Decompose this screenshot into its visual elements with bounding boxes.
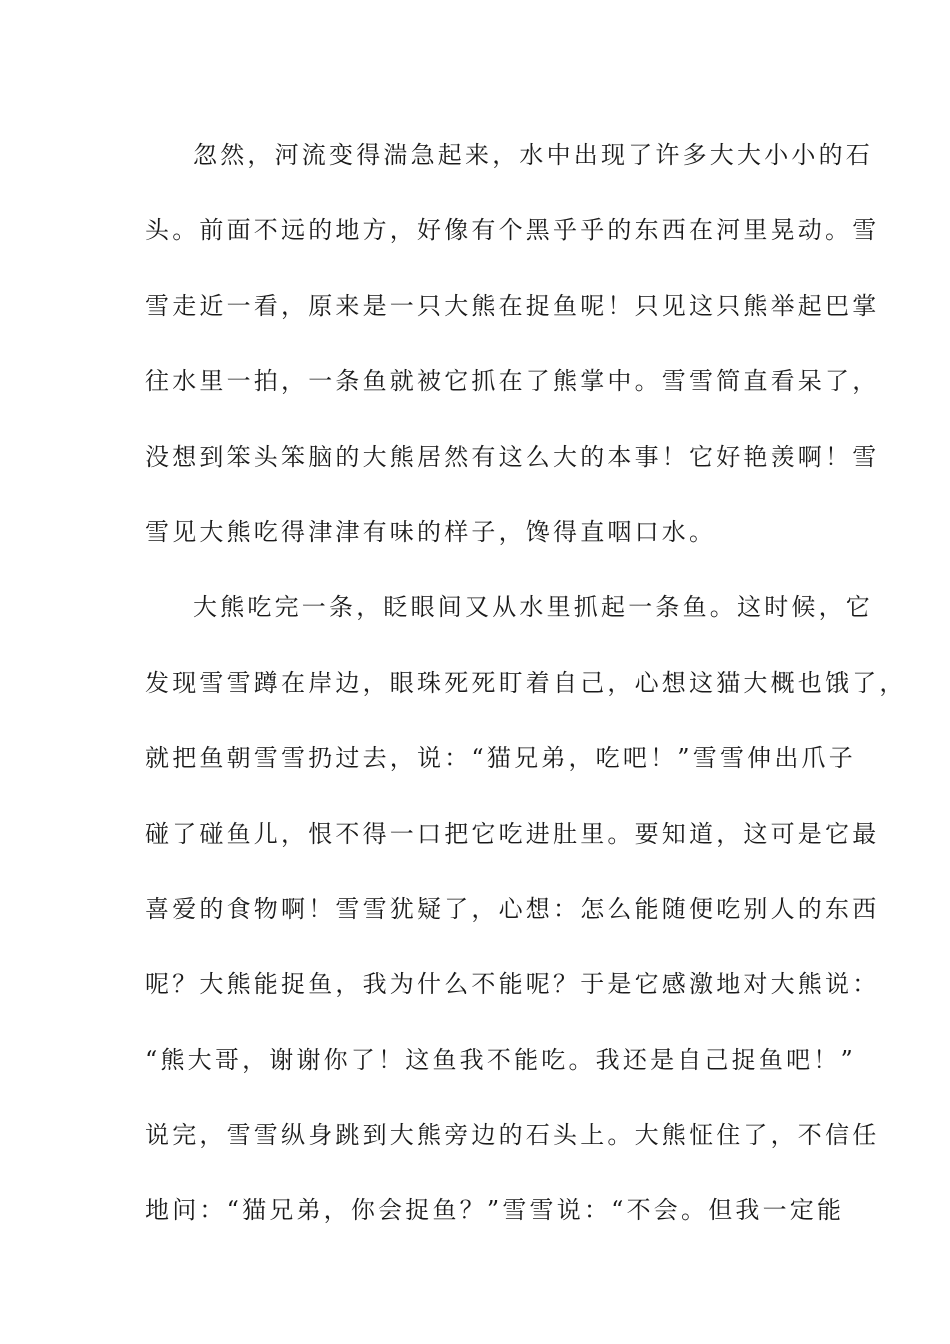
paragraph-2-line-7: “熊大哥，谢谢你了！这鱼我不能吃。我还是自己捉鱼吧！”: [145, 1045, 856, 1074]
story-text: [145, 130, 907, 1261]
paragraph-1-line-1: 忽然，河流变得湍急起来，水中出现了许多大大小小的石: [193, 141, 873, 169]
paragraph-2-line-9: 地问：“猫兄弟，你会捉鱼？”雪雪说：“不会。但我一定能: [145, 1196, 845, 1225]
paragraph-2-line-3: 就把鱼朝雪雪扔过去，说：“猫兄弟，吃吧！”雪雪伸出爪子: [145, 744, 856, 773]
paragraph-2-line-1: 大熊吃完一条，眨眼间又从水里抓起一条鱼。这时候，它: [193, 593, 873, 622]
paragraph-2-line-6: 呢？大熊能捉鱼，我为什么不能呢？于是它感激地对大熊说：: [145, 970, 880, 999]
paragraph-1-line-6: 雪见大熊吃得津津有味的样子，馋得直咽口水。: [145, 517, 717, 546]
paragraph-1-line-3: 雪走近一看，原来是一只大熊在捉鱼呢！只见这只熊举起巴掌: [145, 291, 880, 320]
paragraph-1-line-4: 往水里一拍，一条鱼就被它抓在了熊掌中。雪雪简直看呆了，: [145, 367, 880, 396]
paragraph-2-line-4: 碰了碰鱼儿，恨不得一口把它吃进肚里。要知道，这可是它最: [145, 819, 880, 848]
paragraph-1-line-5: 没想到笨头笨脑的大熊居然有这么大的本事！它好艳羡啊！雪: [145, 442, 880, 471]
paragraph-1-line-2: 头。前面不远的地方，好像有个黑乎乎的东西在河里晃动。雪: [145, 216, 880, 245]
paragraph-2-line-8: 说完，雪雪纵身跳到大熊旁边的石头上。大熊怔住了，不信任: [145, 1121, 880, 1150]
paragraph-2-line-2: 发现雪雪蹲在岸边，眼珠死死盯着自己，心想这猫大概也饿了，: [145, 668, 907, 697]
paragraph-2-line-5: 喜爱的食物啊！雪雪犹疑了，心想：怎么能随便吃别人的东西: [145, 894, 880, 923]
